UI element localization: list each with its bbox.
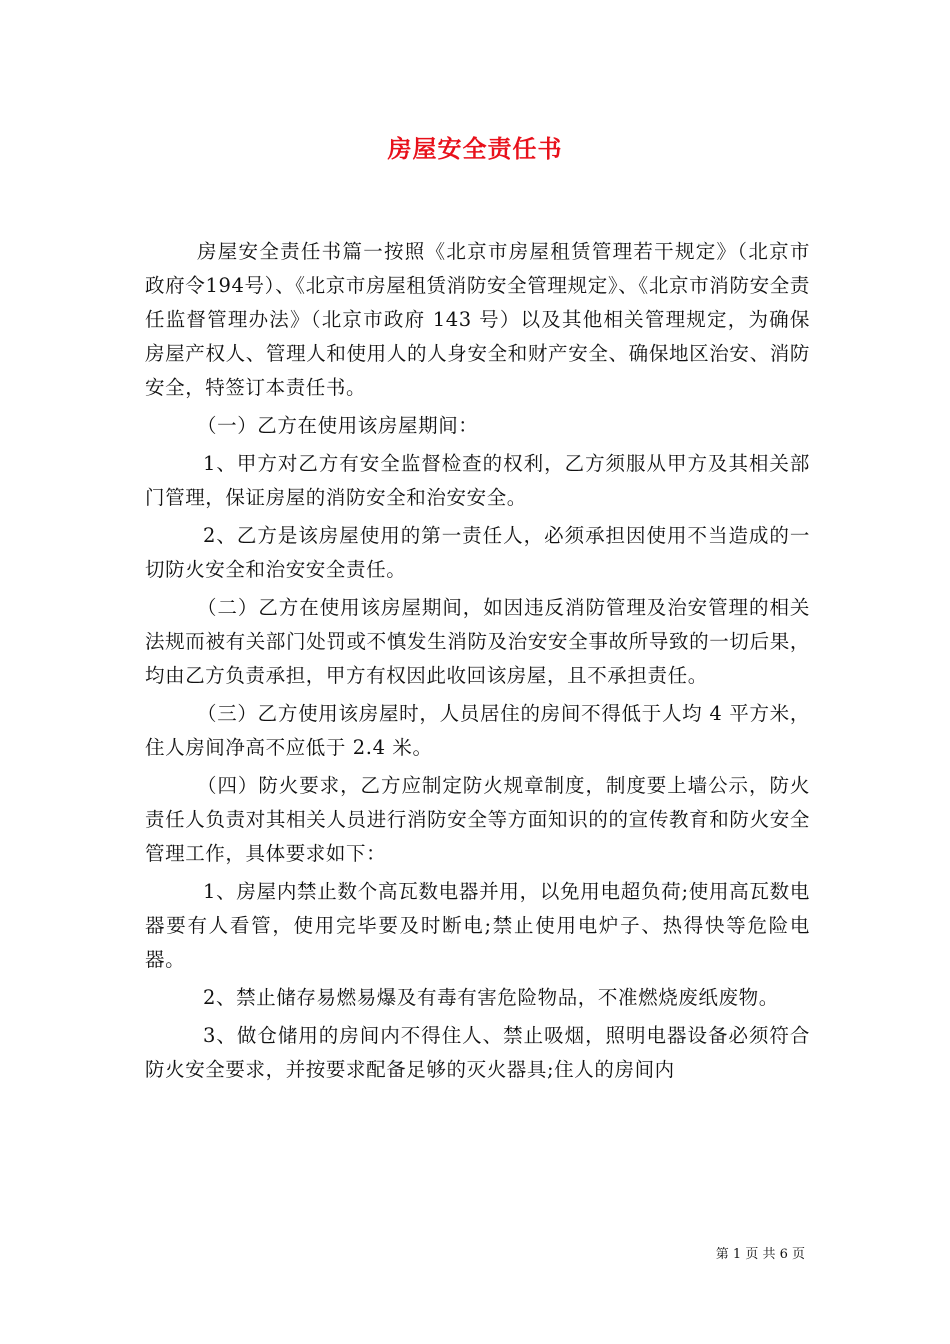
paragraph-item-4-3: 3、做仓储用的房间内不得住人、禁止吸烟，照明电器设备必须符合防火安全要求，并按要求配备足够的灭火器具;住人的房间内 [145, 1024, 810, 1081]
paragraph-section-2: （二）乙方在使用该房屋期间，如因违反消防管理及治安管理的相关法规而被有关部门处罚或不慎发生消防及治安安全事故所导致的一切后果，均由乙方负责承担，甲方有权因此收回该房屋，且不承担责任。 [145, 596, 810, 687]
paragraph-section-4: （四）防火要求，乙方应制定防火规章制度，制度要上墙公示，防火责任人负责对其相关人员进行消防安全等方面知识的的宣传教育和防火安全管理工作，具体要求如下： [145, 774, 810, 865]
paragraph-section-3: （三）乙方使用该房屋时，人员居住的房间不得低于人均 4 平方米，住人房间净高不应低于 2.4 米。 [145, 702, 810, 759]
paragraph-item-4-2: 2、禁止储存易燃易爆及有毒有害危险物品，不准燃烧废纸废物。 [203, 986, 779, 1009]
document-body [145, 235, 810, 1091]
paragraph-intro: 房屋安全责任书篇一按照《北京市房屋租赁管理若干规定》（北京市政府令194号）、《北京市房屋租赁消防安全管理规定》、《北京市消防安全责任监督管理办法》（北京市政府 143 号）以及其他相关管理规定，为确保房屋产权人、管理人和使用人的人身安全和财产安全、确保地区治安、消防安全，特签订本责任书。 [145, 240, 810, 399]
page-number: 第 1 页 共 6 页 [715, 1247, 805, 1262]
document-title: 房屋安全责任书 [387, 134, 563, 163]
paragraph-item-1-1: 1、甲方对乙方有安全监督检查的权利，乙方须服从甲方及其相关部门管理，保证房屋的消防安全和治安安全。 [145, 452, 810, 509]
paragraph-item-1-2: 2、乙方是该房屋使用的第一责任人，必须承担因使用不当造成的一切防火安全和治安安全责任。 [145, 524, 810, 581]
paragraph-item-4-1: 1、房屋内禁止数个高瓦数电器并用，以免用电超负荷;使用高瓦数电器要有人看管，使用完毕要及时断电;禁止使用电炉子、热得快等危险电器。 [145, 880, 810, 971]
paragraph-section-1: （一）乙方在使用该房屋期间： [197, 414, 479, 437]
